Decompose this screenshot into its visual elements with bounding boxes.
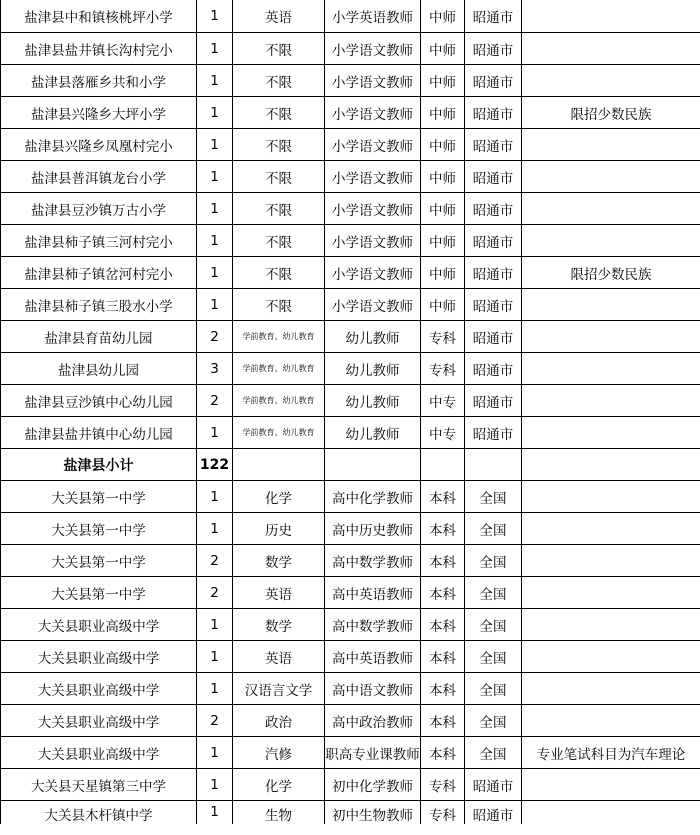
major-cell: 政治 <box>233 705 325 737</box>
count-cell: 1 <box>197 481 233 513</box>
major-cell: 不限 <box>233 129 325 161</box>
note-cell <box>522 385 700 417</box>
post-cell: 初中化学教师 <box>325 769 421 801</box>
education-cell: 本科 <box>421 641 465 673</box>
count-cell: 1 <box>197 161 233 193</box>
note-cell <box>522 33 700 65</box>
table-row <box>1 289 700 321</box>
major-cell: 数学 <box>233 545 325 577</box>
scope-cell: 昭通市 <box>465 33 522 65</box>
education-cell: 本科 <box>421 705 465 737</box>
count-cell: 3 <box>197 353 233 385</box>
note-cell <box>522 641 700 673</box>
education-cell: 本科 <box>421 609 465 641</box>
post-cell: 小学语文教师 <box>325 97 421 129</box>
post-cell: 幼儿教师 <box>325 417 421 449</box>
note-cell <box>522 289 700 321</box>
note-cell <box>522 673 700 705</box>
table-row <box>1 193 700 225</box>
major-cell: 化学 <box>233 481 325 513</box>
table-row <box>1 705 700 737</box>
major-cell: 生物 <box>233 801 325 825</box>
scope-cell <box>465 449 522 481</box>
education-cell: 专科 <box>421 801 465 825</box>
school-cell: 大关县职业高级中学 <box>1 641 197 673</box>
school-cell: 盐津县柿子镇三股水小学 <box>1 289 197 321</box>
scope-cell: 昭通市 <box>465 129 522 161</box>
count-cell: 2 <box>197 545 233 577</box>
education-cell: 本科 <box>421 577 465 609</box>
scope-cell: 全国 <box>465 481 522 513</box>
scope-cell: 全国 <box>465 577 522 609</box>
table-row <box>1 257 700 289</box>
major-cell: 数学 <box>233 609 325 641</box>
post-cell: 幼儿教师 <box>325 385 421 417</box>
count-cell: 1 <box>197 417 233 449</box>
scope-cell: 全国 <box>465 513 522 545</box>
table-row <box>1 609 700 641</box>
major-cell: 不限 <box>233 97 325 129</box>
school-cell: 盐津县小计 <box>1 449 197 481</box>
note-cell <box>522 321 700 353</box>
note-cell <box>522 193 700 225</box>
school-cell: 大关县天星镇第三中学 <box>1 769 197 801</box>
note-cell <box>522 577 700 609</box>
school-cell: 大关县职业高级中学 <box>1 737 197 769</box>
post-cell: 高中政治教师 <box>325 705 421 737</box>
major-cell: 英语 <box>233 641 325 673</box>
table-row <box>1 801 700 825</box>
note-cell <box>522 513 700 545</box>
scope-cell: 全国 <box>465 705 522 737</box>
school-cell: 盐津县幼儿园 <box>1 353 197 385</box>
table-row <box>1 513 700 545</box>
education-cell: 中师 <box>421 65 465 97</box>
note-cell <box>522 545 700 577</box>
major-cell: 化学 <box>233 769 325 801</box>
school-cell: 大关县第一中学 <box>1 513 197 545</box>
scope-cell: 昭通市 <box>465 769 522 801</box>
count-cell: 2 <box>197 321 233 353</box>
count-cell: 1 <box>197 801 233 825</box>
major-cell: 不限 <box>233 33 325 65</box>
school-cell: 大关县职业高级中学 <box>1 609 197 641</box>
scope-cell: 昭通市 <box>465 225 522 257</box>
count-cell: 122 <box>197 449 233 481</box>
count-cell: 1 <box>197 225 233 257</box>
table-row <box>1 673 700 705</box>
major-cell: 不限 <box>233 193 325 225</box>
count-cell: 1 <box>197 97 233 129</box>
scope-cell: 昭通市 <box>465 353 522 385</box>
note-cell <box>522 705 700 737</box>
table-row <box>1 353 700 385</box>
count-cell: 1 <box>197 33 233 65</box>
post-cell: 小学语文教师 <box>325 289 421 321</box>
post-cell <box>325 449 421 481</box>
major-cell: 不限 <box>233 161 325 193</box>
major-cell: 英语 <box>233 577 325 609</box>
major-cell: 不限 <box>233 289 325 321</box>
table-row <box>1 65 700 97</box>
post-cell: 小学语文教师 <box>325 257 421 289</box>
education-cell: 专科 <box>421 769 465 801</box>
post-cell: 小学语文教师 <box>325 225 421 257</box>
scope-cell: 昭通市 <box>465 417 522 449</box>
education-cell: 本科 <box>421 513 465 545</box>
post-cell: 小学英语教师 <box>325 0 421 33</box>
post-cell: 小学语文教师 <box>325 193 421 225</box>
table-row <box>1 129 700 161</box>
table-row <box>1 769 700 801</box>
education-cell: 本科 <box>421 545 465 577</box>
table-row <box>1 577 700 609</box>
education-cell <box>421 449 465 481</box>
major-cell: 不限 <box>233 257 325 289</box>
table-row <box>1 545 700 577</box>
table-row <box>1 481 700 513</box>
school-cell: 盐津县落雁乡共和小学 <box>1 65 197 97</box>
note-cell: 专业笔试科目为汽车理论 <box>522 737 700 769</box>
scope-cell: 昭通市 <box>465 321 522 353</box>
table-row <box>1 0 700 33</box>
scope-cell: 全国 <box>465 673 522 705</box>
post-cell: 小学语文教师 <box>325 65 421 97</box>
count-cell: 1 <box>197 737 233 769</box>
scope-cell: 昭通市 <box>465 289 522 321</box>
subtotal-row <box>1 449 700 481</box>
count-cell: 1 <box>197 65 233 97</box>
major-cell: 汽修 <box>233 737 325 769</box>
school-cell: 盐津县育苗幼儿园 <box>1 321 197 353</box>
school-cell: 大关县第一中学 <box>1 577 197 609</box>
school-cell: 盐津县豆沙镇万古小学 <box>1 193 197 225</box>
count-cell: 2 <box>197 577 233 609</box>
table-row <box>1 225 700 257</box>
scope-cell: 昭通市 <box>465 385 522 417</box>
major-cell: 不限 <box>233 65 325 97</box>
school-cell: 盐津县豆沙镇中心幼儿园 <box>1 385 197 417</box>
scope-cell: 昭通市 <box>465 0 522 33</box>
scope-cell: 全国 <box>465 641 522 673</box>
school-cell: 盐津县中和镇核桃坪小学 <box>1 0 197 33</box>
school-cell: 盐津县盐井镇中心幼儿园 <box>1 417 197 449</box>
post-cell: 初中生物教师 <box>325 801 421 825</box>
school-cell: 盐津县盐井镇长沟村完小 <box>1 33 197 65</box>
note-cell: 限招少数民族 <box>522 257 700 289</box>
count-cell: 1 <box>197 641 233 673</box>
note-cell <box>522 417 700 449</box>
table-row <box>1 417 700 449</box>
education-cell: 中师 <box>421 0 465 33</box>
post-cell: 小学语文教师 <box>325 161 421 193</box>
school-cell: 盐津县兴隆乡凤凰村完小 <box>1 129 197 161</box>
post-cell: 高中历史教师 <box>325 513 421 545</box>
count-cell: 2 <box>197 705 233 737</box>
school-cell: 盐津县柿子镇岔河村完小 <box>1 257 197 289</box>
school-cell: 大关县第一中学 <box>1 481 197 513</box>
count-cell: 1 <box>197 193 233 225</box>
education-cell: 中师 <box>421 33 465 65</box>
major-cell <box>233 449 325 481</box>
major-cell: 不限 <box>233 225 325 257</box>
count-cell: 1 <box>197 609 233 641</box>
major-cell: 学前教育、幼儿教育 <box>233 321 325 353</box>
note-cell: 限招少数民族 <box>522 97 700 129</box>
count-cell: 1 <box>197 0 233 33</box>
note-cell <box>522 129 700 161</box>
count-cell: 1 <box>197 513 233 545</box>
table-body <box>1 0 700 824</box>
major-cell: 英语 <box>233 0 325 33</box>
note-cell <box>522 0 700 33</box>
scope-cell: 昭通市 <box>465 801 522 825</box>
count-cell: 2 <box>197 385 233 417</box>
education-cell: 中师 <box>421 225 465 257</box>
count-cell: 1 <box>197 769 233 801</box>
major-cell: 学前教育、幼儿教育 <box>233 385 325 417</box>
post-cell: 幼儿教师 <box>325 321 421 353</box>
note-cell <box>522 769 700 801</box>
note-cell <box>522 609 700 641</box>
major-cell: 汉语言文学 <box>233 673 325 705</box>
education-cell: 中师 <box>421 97 465 129</box>
scope-cell: 昭通市 <box>465 193 522 225</box>
table-row <box>1 321 700 353</box>
post-cell: 小学语文教师 <box>325 129 421 161</box>
post-cell: 幼儿教师 <box>325 353 421 385</box>
scope-cell: 昭通市 <box>465 97 522 129</box>
count-cell: 1 <box>197 129 233 161</box>
major-cell: 历史 <box>233 513 325 545</box>
major-cell: 学前教育、幼儿教育 <box>233 353 325 385</box>
education-cell: 中专 <box>421 417 465 449</box>
post-cell: 高中数学教师 <box>325 609 421 641</box>
note-cell <box>522 481 700 513</box>
education-cell: 中师 <box>421 161 465 193</box>
education-cell: 本科 <box>421 737 465 769</box>
note-cell <box>522 65 700 97</box>
count-cell: 1 <box>197 257 233 289</box>
scope-cell: 昭通市 <box>465 65 522 97</box>
education-cell: 专科 <box>421 353 465 385</box>
count-cell: 1 <box>197 289 233 321</box>
education-cell: 中师 <box>421 257 465 289</box>
note-cell <box>522 449 700 481</box>
table-row <box>1 161 700 193</box>
scope-cell: 昭通市 <box>465 161 522 193</box>
major-cell: 学前教育、幼儿教育 <box>233 417 325 449</box>
scope-cell: 全国 <box>465 545 522 577</box>
education-cell: 中师 <box>421 129 465 161</box>
table-row <box>1 641 700 673</box>
post-cell: 高中数学教师 <box>325 545 421 577</box>
note-cell <box>522 225 700 257</box>
post-cell: 高中语文教师 <box>325 673 421 705</box>
table-row <box>1 33 700 65</box>
note-cell <box>522 161 700 193</box>
school-cell: 盐津县普洱镇龙台小学 <box>1 161 197 193</box>
education-cell: 专科 <box>421 321 465 353</box>
note-cell <box>522 801 700 825</box>
scope-cell: 全国 <box>465 737 522 769</box>
school-cell: 大关县木杆镇中学 <box>1 801 197 825</box>
education-cell: 中师 <box>421 289 465 321</box>
education-cell: 中专 <box>421 385 465 417</box>
post-cell: 高中化学教师 <box>325 481 421 513</box>
post-cell: 高中英语教师 <box>325 577 421 609</box>
school-cell: 大关县第一中学 <box>1 545 197 577</box>
note-cell <box>522 353 700 385</box>
scope-cell: 昭通市 <box>465 257 522 289</box>
scope-cell: 全国 <box>465 609 522 641</box>
education-cell: 本科 <box>421 481 465 513</box>
post-cell: 高中英语教师 <box>325 641 421 673</box>
count-cell: 1 <box>197 673 233 705</box>
school-cell: 大关县职业高级中学 <box>1 705 197 737</box>
education-cell: 本科 <box>421 673 465 705</box>
school-cell: 盐津县兴隆乡大坪小学 <box>1 97 197 129</box>
table-row <box>1 97 700 129</box>
education-cell: 中师 <box>421 193 465 225</box>
school-cell: 大关县职业高级中学 <box>1 673 197 705</box>
table-row <box>1 737 700 769</box>
school-cell: 盐津县柿子镇三河村完小 <box>1 225 197 257</box>
post-cell: 小学语文教师 <box>325 33 421 65</box>
post-cell: 职高专业课教师 <box>325 737 421 769</box>
table-row <box>1 385 700 417</box>
